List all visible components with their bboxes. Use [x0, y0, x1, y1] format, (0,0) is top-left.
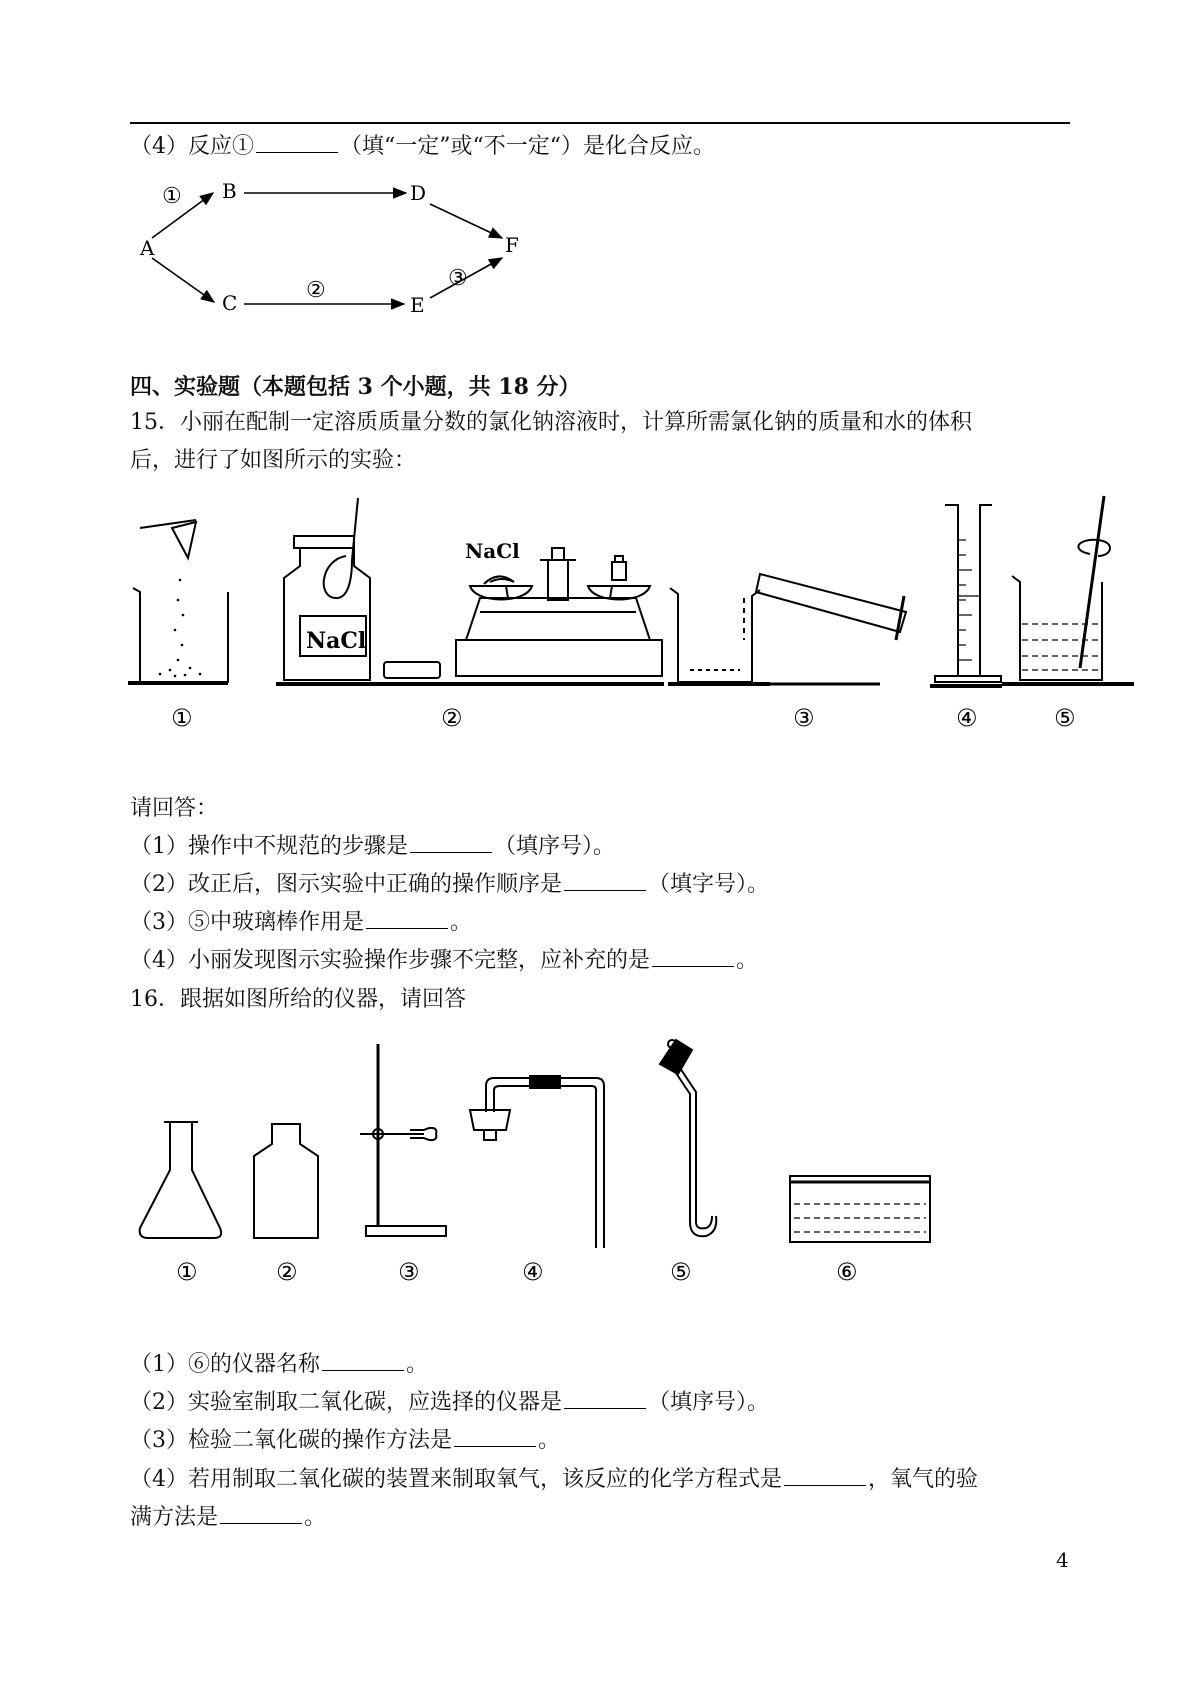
q16-stem: 16．跟据如图所给的仪器，请回答	[130, 987, 466, 1012]
q14-part4-suffix: （填“一定”或“不一定“）是化合反应。	[340, 134, 715, 159]
step-label-1: ①	[171, 704, 193, 732]
conical-flask-icon	[140, 1122, 221, 1238]
q16-q1-prefix: （1）⑥的仪器名称	[130, 1352, 320, 1377]
bent-tube-stopper-icon	[660, 1040, 716, 1236]
q15-q3-prefix: （3）⑤中玻璃棒作用是	[130, 910, 364, 935]
apparatus-label-6: ⑥	[836, 1258, 858, 1286]
q16-q1	[130, 1350, 428, 1380]
arrow-label-2: ②	[306, 278, 326, 303]
q15-stem-line2: 后，进行了如图所示的实验：	[130, 448, 417, 473]
answer-blank[interactable]	[784, 1465, 866, 1486]
q16-q1-suffix: 。	[406, 1352, 429, 1377]
q16-q4-middle: ，氧气的验	[868, 1467, 979, 1492]
q15-q1-suffix: （填序号）。	[494, 834, 616, 859]
q16-q4-line2-prefix: 满方法是	[130, 1505, 219, 1530]
arrow-label-3: ③	[448, 266, 468, 291]
answer-blank[interactable]	[322, 1350, 404, 1371]
apparatus-label-4: ④	[522, 1258, 544, 1286]
answer-blank[interactable]	[454, 1426, 536, 1447]
q14-part4-prefix: （4）反应①	[130, 134, 254, 159]
nacl-bottle-label: NaCl	[306, 628, 367, 654]
q15-q1-prefix: （1）操作中不规范的步骤是	[130, 834, 408, 859]
section-heading: 四、实验题（本题包括 3 个小题，共 18 分）	[130, 374, 581, 400]
q16-q2-prefix: （2）实验室制取二氧化碳，应选择的仪器是	[130, 1390, 562, 1415]
apparatus-label-3: ③	[398, 1258, 420, 1286]
q15-q3-suffix: 。	[450, 910, 473, 935]
node-d: D	[410, 181, 427, 205]
q16-q2-suffix: （填序号）。	[648, 1390, 770, 1415]
node-b: B	[222, 179, 237, 203]
iron-stand-icon	[360, 1044, 446, 1236]
gas-jar-icon	[254, 1124, 318, 1238]
answer-blank[interactable]	[564, 1388, 646, 1409]
q15-stem-line1: 15．小丽在配制一定溶质质量分数的氯化钠溶液时，计算所需氯化钠的质量和水的体积	[130, 410, 972, 435]
page-number: 4	[1056, 1548, 1069, 1572]
apparatus-label-2: ②	[276, 1258, 298, 1286]
node-e: E	[410, 293, 425, 317]
q16-q4-line1	[130, 1465, 978, 1495]
step-label-5: ⑤	[1054, 704, 1076, 732]
node-c: C	[222, 291, 238, 315]
q15-q2-suffix: （填字号）。	[648, 872, 770, 897]
q16-q3-prefix: （3）检验二氧化碳的操作方法是	[130, 1428, 452, 1453]
water-trough-icon	[790, 1176, 930, 1242]
arrow-label-1: ①	[162, 184, 182, 209]
apparatus-label-5: ⑤	[670, 1258, 692, 1286]
q16-q4-line2-suffix: 。	[304, 1505, 327, 1530]
q16-q3-suffix: 。	[538, 1428, 561, 1453]
nacl-balance-label: NaCl	[465, 539, 520, 563]
q16-q2	[130, 1388, 769, 1418]
q15-q4-prefix: （4）小丽发现图示实验操作步骤不完整，应补充的是	[130, 948, 650, 973]
node-a: A	[140, 236, 155, 260]
q16-q4-line2	[130, 1503, 326, 1533]
q16-q4-prefix: （4）若用制取二氧化碳的装置来制取氧气，该反应的化学方程式是	[130, 1467, 782, 1492]
q15-q4-suffix: 。	[736, 948, 759, 973]
step-label-4: ④	[956, 704, 978, 732]
gas-delivery-tube-icon	[470, 1076, 604, 1248]
apparatus-label-1: ①	[176, 1258, 198, 1286]
node-f: F	[505, 233, 519, 257]
step-label-2: ②	[441, 704, 463, 732]
q15-prompt: 请回答：	[130, 796, 219, 821]
answer-blank[interactable]	[220, 1503, 302, 1524]
q16-q3	[130, 1426, 560, 1456]
q15-q2-prefix: （2）改正后，图示实验中正确的操作顺序是	[130, 872, 562, 897]
step-label-3: ③	[793, 704, 815, 732]
